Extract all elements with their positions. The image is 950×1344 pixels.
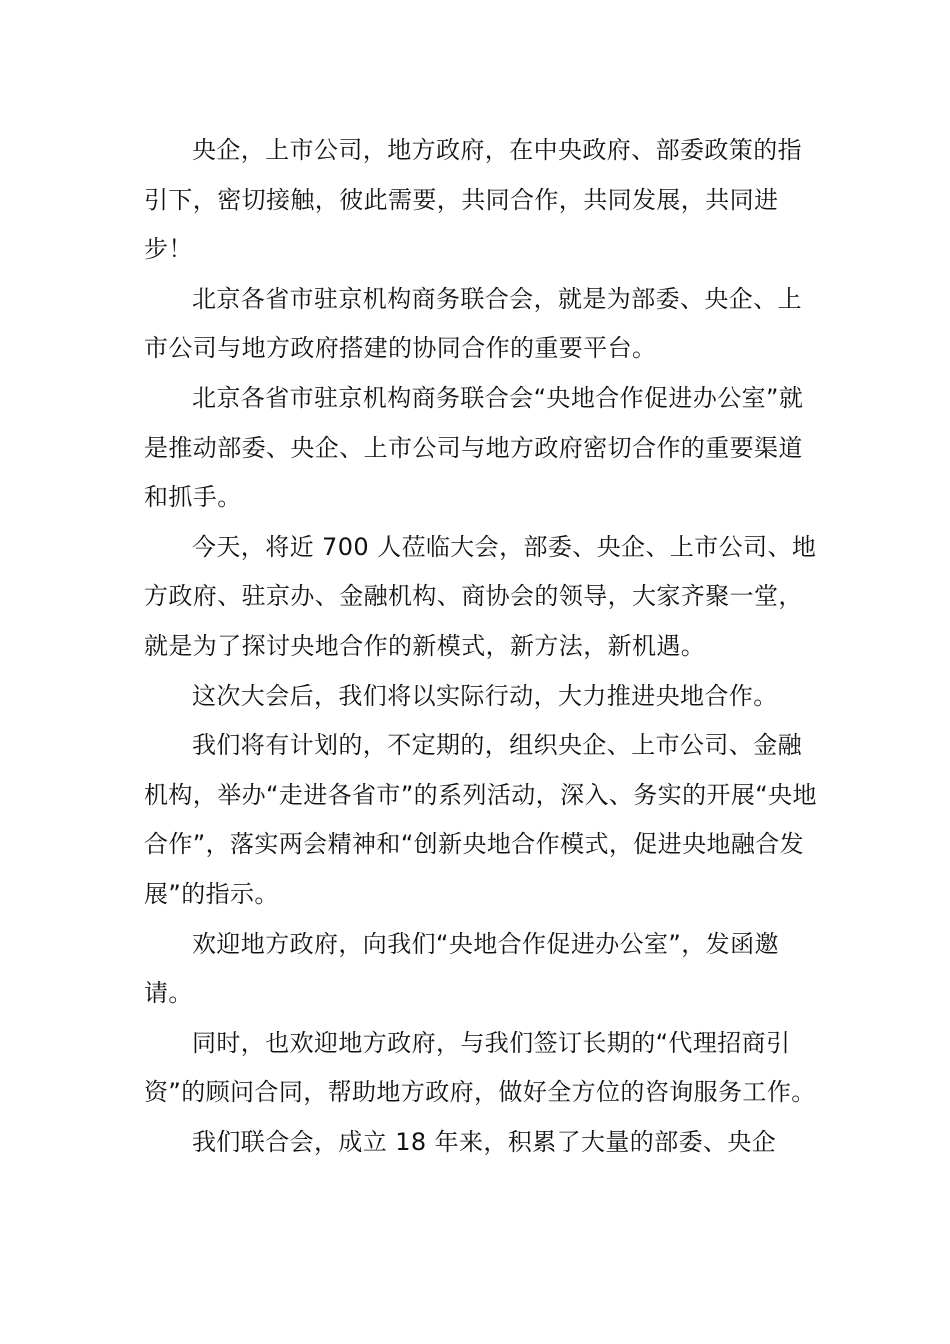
paragraph-5: 这次大会后，我们将以实际行动，大力推进央地合作。 xyxy=(192,681,778,710)
paragraph-1: 央企，上市公司，地方政府，在中央政府、部委政策的指引下，密切接触，彼此需要，共同合作，共同发展，共同进步！ xyxy=(144,136,802,264)
document-body xyxy=(144,126,824,1167)
paragraph-3: 北京各省市驻京机构商务联合会“央地合作促进办公室”就是推动部委、央企、上市公司与地方政府密切合作的重要渠道和抓手。 xyxy=(144,383,804,512)
paragraph-2: 北京各省市驻京机构商务联合会，就是为部委、央企、上市公司与地方政府搭建的协同合作的重要平台。 xyxy=(144,284,802,363)
paragraph-8: 同时，也欢迎地方政府，与我们签订长期的“代理招商引资”的顾问合同，帮助地方政府，做好全方位的咨询服务工作。 xyxy=(144,1028,816,1107)
paragraph-7: 欢迎地方政府，向我们“央地合作促进办公室”，发函邀请。 xyxy=(144,929,779,1008)
paragraph-9: 我们联合会，成立 18 年来，积累了大量的部委、央企 xyxy=(192,1127,777,1156)
paragraph-6: 我们将有计划的，不定期的，组织央企、上市公司、金融机构，举办“走进各省市”的系列活动，深入、务实的开展“央地合作”，落实两会精神和“创新央地合作模式，促进央地融合发展”的指示。 xyxy=(144,731,817,908)
paragraph-4: 今天，将近 700 人莅临大会，部委、央企、上市公司、地方政府、驻京办、金融机构、商协会的领导，大家齐聚一堂，就是为了探讨央地合作的新模式，新方法，新机遇。 xyxy=(144,532,817,660)
